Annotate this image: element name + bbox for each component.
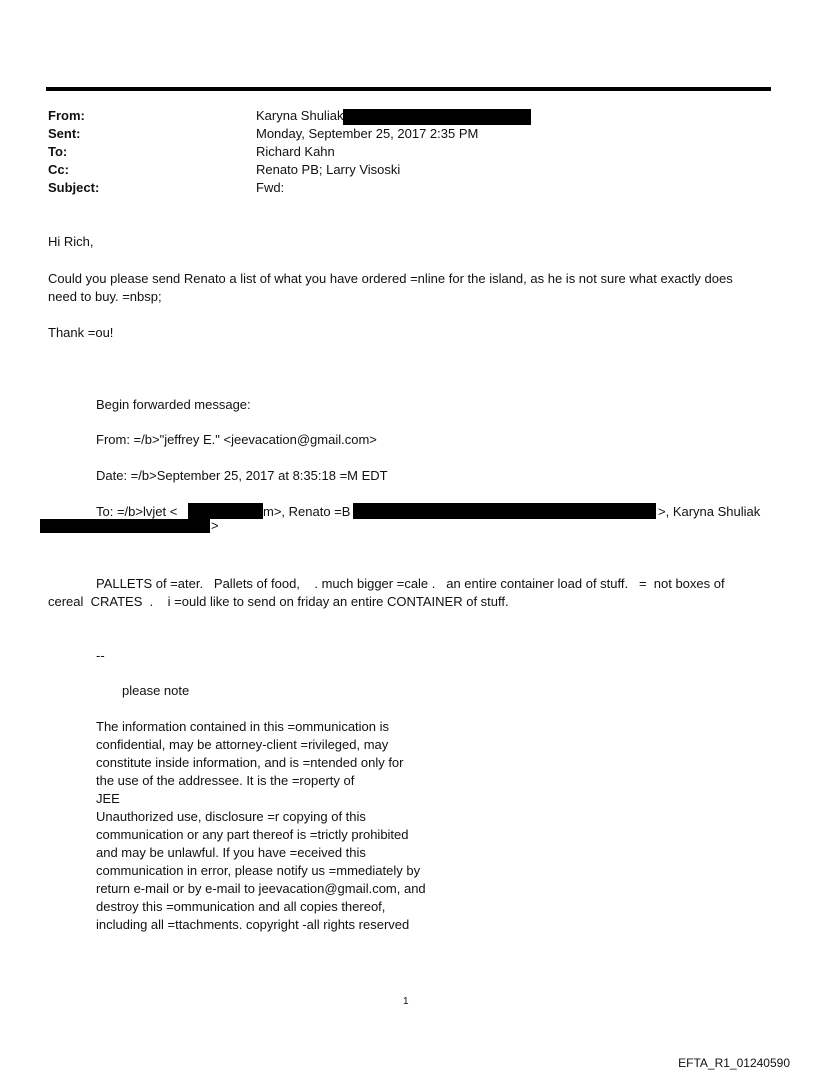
cc-label: Cc: (48, 162, 69, 177)
redaction-bar (343, 109, 531, 125)
please-note-heading: please note (122, 683, 190, 698)
forwarded-message-line-1: PALLETS of =ater. Pallets of food, . much bigger =cale . an entire container load of stuff. = not boxes of (96, 576, 725, 591)
forwarded-to-part-3: >, Karyna Shuliak (658, 504, 761, 519)
signature-dash: -- (96, 648, 105, 663)
forwarded-to-part-4: > (211, 518, 219, 533)
redaction-bar (40, 519, 210, 533)
header-divider (46, 87, 771, 91)
sent-value: Monday, September 25, 2017 2:35 PM (256, 126, 479, 141)
from-label: From: (48, 108, 85, 123)
subject-value: Fwd: (256, 180, 285, 195)
forwarded-to-part-1: To: =/b>lvjet < (96, 504, 178, 519)
body-paragraph-line-1: Could you please send Renato a list of what you have ordered =nline for the island, as he is not sure what exactly does (48, 271, 733, 286)
body-paragraph-line-2: need to buy. =nbsp; (48, 289, 162, 304)
forwarded-date-line: Date: =/b>September 25, 2017 at 8:35:18 =M EDT (96, 468, 388, 483)
to-value: Richard Kahn (256, 144, 335, 159)
to-label: To: (48, 144, 68, 159)
redaction-bar (188, 503, 263, 519)
from-value: Karyna Shuliak (256, 108, 344, 123)
cc-value: Renato PB; Larry Visoski (256, 162, 401, 177)
forwarded-intro: Begin forwarded message: (96, 397, 251, 412)
sent-label: Sent: (48, 126, 81, 141)
forwarded-from-line: From: =/b>"jeffrey E." <jeevacation@gmail.com> (96, 432, 377, 447)
greeting: Hi Rich, (48, 234, 94, 249)
page-number: 1 (403, 996, 409, 1007)
subject-label: Subject: (48, 180, 100, 195)
confidentiality-disclaimer: The information contained in this =ommunication is confidential, may be attorney-client =rivileged, may constitute inside information, and is =ntended only for the use of the addressee. It is the =roperty of JEE Unauthorized use, disclosure =r copying of this communication or any part thereof is =trictly prohibited and may be unlawful. If you have =eceived this communication in error, please notify us =mmediately by return e-mail or by e-mail to jeevacation@gmail.com, and destroy this =ommunication and all copies thereof, including all =ttachments. copyright -all rights reserved (96, 719, 426, 932)
forwarded-message-line-2: cereal CRATES . i =ould like to send on friday an entire CONTAINER of stuff. (48, 594, 509, 609)
forwarded-to-part-2: m>, Renato =B (263, 504, 351, 519)
document-id: EFTA_R1_01240590 (678, 1056, 790, 1070)
redaction-bar (353, 503, 656, 519)
thanks-line: Thank =ou! (48, 325, 114, 340)
